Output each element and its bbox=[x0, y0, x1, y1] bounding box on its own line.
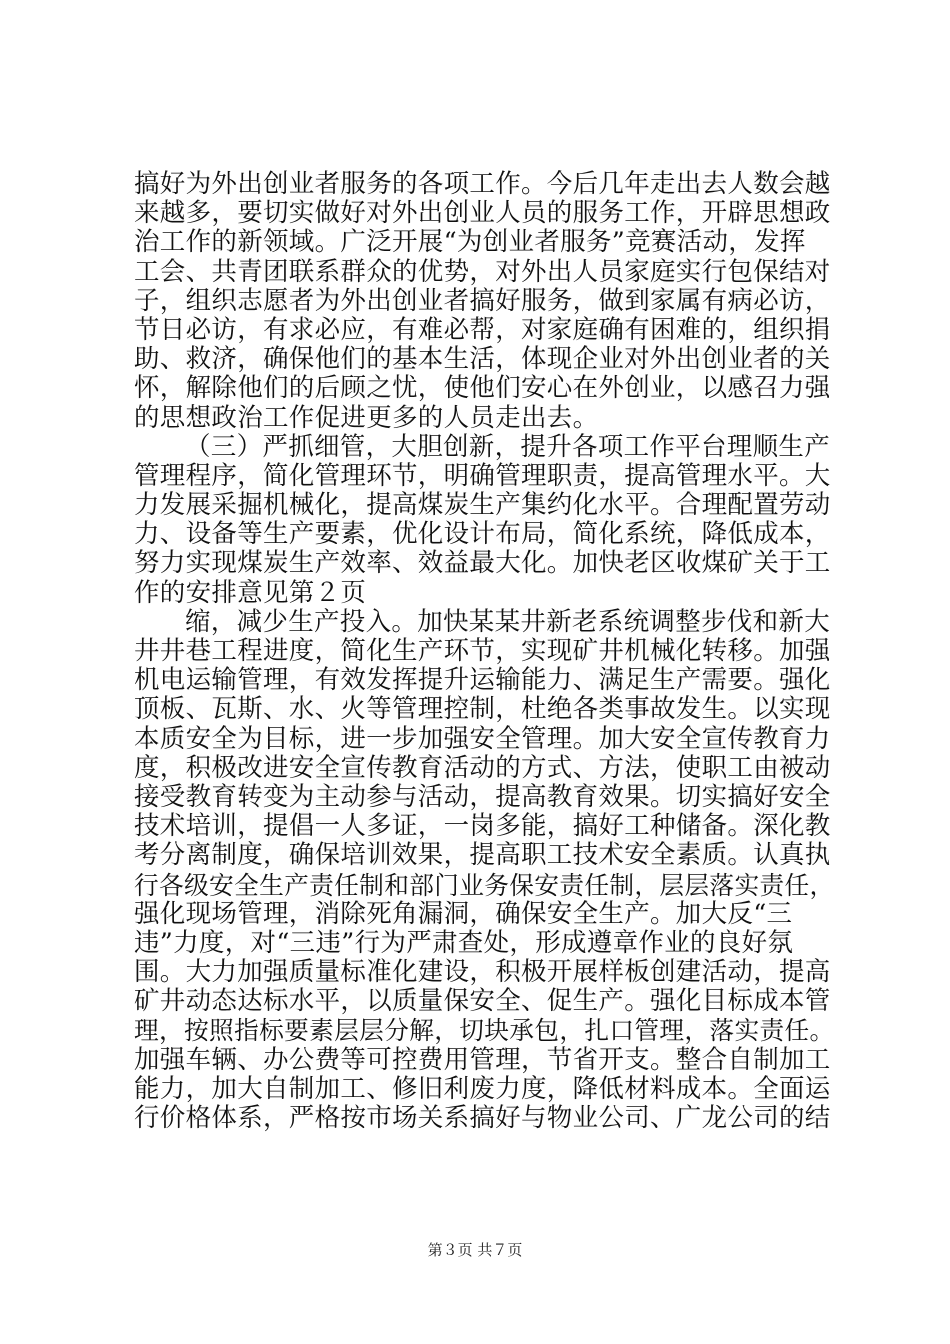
text-line: 管理程序，简化管理环节，明确管理职责，提高管理水平。大 bbox=[134, 460, 831, 491]
text-line: 力发展采掘机械化，提高煤炭生产集约化水平。合理配置劳动 bbox=[134, 490, 831, 521]
text-line: 加强车辆、办公费等可控费用管理，节省开支。整合自制加工 bbox=[134, 1044, 831, 1075]
text-line: 子，组织志愿者为外出创业者搞好服务，做到家属有病必访， bbox=[134, 285, 831, 316]
text-line: 努力实现煤炭生产效率、效益最大化。加快老区收煤矿关于工 bbox=[134, 548, 831, 579]
text-line: 机电运输管理，有效发挥提升运输能力、满足生产需要。强化 bbox=[134, 665, 831, 696]
text-line: 治工作的新领域。广泛开展“为创业者服务”竞赛活动，发挥 bbox=[134, 227, 806, 258]
text-line: 能力，加大自制加工、修旧利废力度，降低材料成本。全面运 bbox=[134, 1073, 831, 1104]
text-line: 矿井动态达标水平，以质量保安全、促生产。强化目标成本管 bbox=[134, 986, 831, 1017]
body-text bbox=[134, 170, 834, 1133]
text-line: 违”力度，对“三违”行为严肃查处，形成遵章作业的良好氛 bbox=[134, 927, 794, 958]
text-line: 度，积极改进安全宣传教育活动的方式、方法，使职工由被动 bbox=[134, 752, 831, 783]
text-line: 怀，解除他们的后顾之忧，使他们安心在外创业，以感召力强 bbox=[134, 373, 831, 404]
text-line: 井井巷工程进度，简化生产环节，实现矿井机械化转移。加强 bbox=[134, 636, 831, 666]
text-line: 行各级安全生产责任制和部门业务保安责任制，层层落实责任， bbox=[134, 870, 835, 900]
text-line: 行价格体系，严格按市场关系搞好与物业公司、广龙公司的结 bbox=[134, 1103, 831, 1133]
text-line: 围。大力加强质量标准化建设，积极开展样板创建活动，提高 bbox=[134, 957, 831, 988]
text-line: 来越多，要切实做好对外出创业人员的服务工作，开辟思想政 bbox=[134, 198, 831, 229]
text-line: 强化现场管理，消除死角漏洞，确保安全生产。加大反“三 bbox=[134, 898, 793, 929]
text-line: 缩，减少生产投入。加快某某井新老系统调整步伐和新大 bbox=[185, 606, 831, 637]
text-line: 本质安全为目标，进一步加强安全管理。加大安全宣传教育力 bbox=[134, 723, 831, 754]
page-footer: 第３页 共７页 bbox=[427, 1241, 523, 1259]
text-line: 搞好为外出创业者服务的各项工作。今后几年走出去人数会越 bbox=[134, 169, 831, 199]
text-line: 技术培训，提倡一人多证，一岗多能，搞好工种储备。深化教 bbox=[134, 811, 831, 842]
text-line: 考分离制度，确保培训效果，提高职工技术安全素质。认真执 bbox=[134, 840, 831, 871]
text-line: （三）严抓细管，大胆创新，提升各项工作平台理顺生产 bbox=[185, 431, 831, 462]
text-line: 顶板、瓦斯、水、火等管理控制，杜绝各类事故发生。以实现 bbox=[134, 694, 831, 725]
text-line: 工会、共青团联系群众的优势，对外出人员家庭实行包保结对 bbox=[134, 256, 831, 287]
text-line: 理，按照指标要素层层分解，切块承包，扎口管理，落实责任。 bbox=[134, 1016, 835, 1046]
text-line: 力、设备等生产要素，优化设计布局，简化系统，降低成本， bbox=[134, 519, 831, 550]
text-line: 接受教育转变为主动参与活动，提高教育效果。切实搞好安全 bbox=[134, 781, 831, 812]
text-line: 的思想政治工作促进更多的人员走出去。 bbox=[134, 402, 599, 433]
text-line: 助、救济，确保他们的基本生活，体现企业对外出创业者的关 bbox=[134, 344, 831, 375]
text-line: 作的安排意见第２页 bbox=[134, 577, 367, 608]
text-line: 节日必访，有求必应，有难必帮，对家庭确有困难的，组织捐 bbox=[134, 314, 831, 345]
